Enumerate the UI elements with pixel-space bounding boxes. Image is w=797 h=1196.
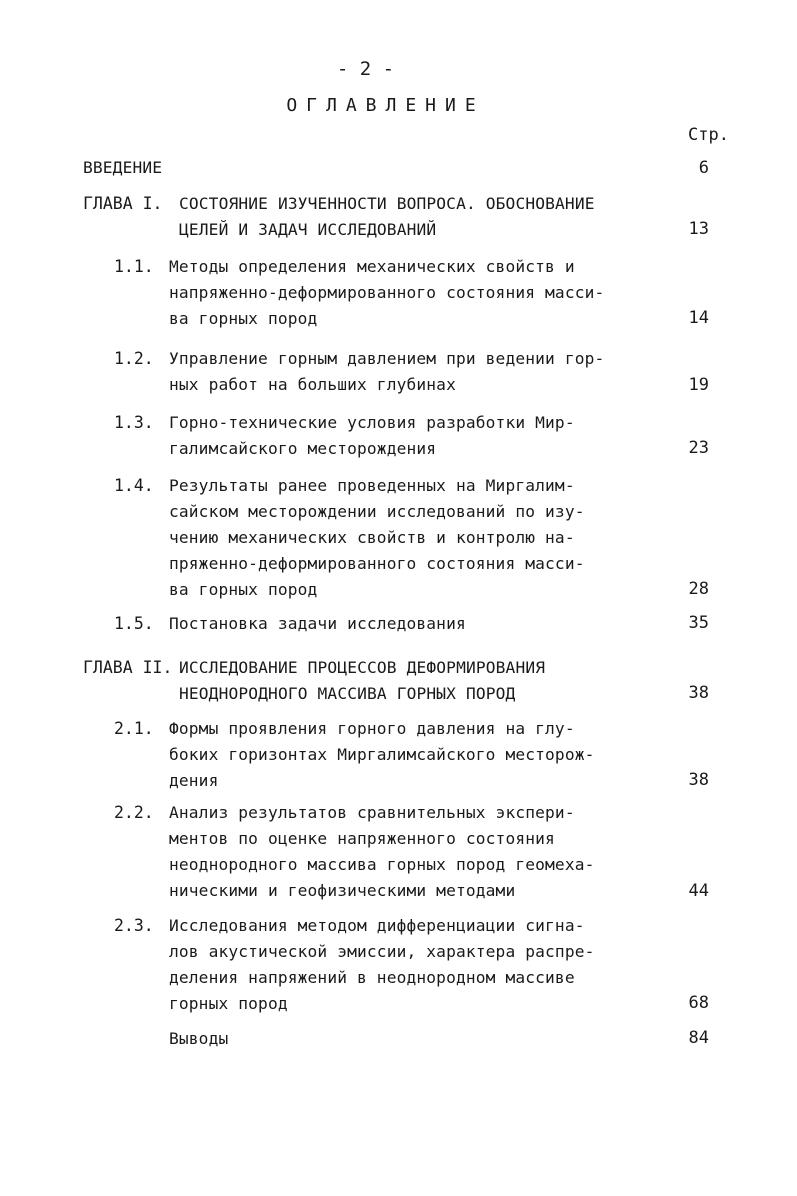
entry-page: 68 (688, 993, 709, 1013)
entry-text: НЕОДНОРОДНОГО МАССИВА ГОРНЫХ ПОРОД (179, 684, 516, 703)
entry-page: 6 (698, 158, 709, 178)
entry-text: ИССЛЕДОВАНИЕ ПРОЦЕССОВ ДЕФОРМИРОВАНИЯ (179, 658, 546, 677)
entry-page: 84 (688, 1028, 709, 1048)
entry-number: 2.1. (114, 719, 154, 738)
page-column-header: Стр. (688, 125, 729, 145)
entry-text: дения (169, 771, 219, 790)
entry-text: ва горных пород (169, 309, 318, 328)
entry-page: 13 (688, 219, 709, 239)
entry-text: галимсайского месторождения (169, 439, 437, 458)
entry-text: Анализ результатов сравнительных экспери- (169, 803, 575, 822)
entry-text: горных пород (169, 994, 288, 1013)
entry-text: СОСТОЯНИЕ ИЗУЧЕННОСТИ ВОПРОСА. ОБОСНОВАНИЕ (179, 194, 595, 213)
entry-text: неоднородного массива горных пород геомеха- (169, 855, 595, 874)
entry-text: Методы определения механических свойств и (169, 257, 575, 276)
entry-text: ническими и геофизическими методами (169, 881, 516, 900)
entry-page: 28 (688, 579, 709, 599)
entry-page: 38 (688, 770, 709, 790)
entry-page: 35 (688, 613, 709, 633)
entry-text: напряженно-деформированного состояния масси- (169, 283, 605, 302)
entry-text: ВВЕДЕНИЕ (83, 158, 163, 177)
entry-text: сайском месторождении исследований по изу- (169, 502, 585, 521)
entry-text: Формы проявления горного давления на глу- (169, 719, 575, 738)
entry-number: 2.3. (114, 916, 154, 935)
entry-page: 14 (688, 308, 709, 328)
entry-text: Исследования методом дифференциации сигна- (169, 916, 585, 935)
entry-text: ных работ на больших глубинах (169, 375, 456, 394)
entry-text: Управление горным давлением при ведении гор- (169, 349, 605, 368)
entry-number: 1.5. (114, 614, 154, 633)
entry-text: Результаты ранее проведенных на Миргалим- (169, 476, 575, 495)
entry-page: 44 (688, 881, 709, 901)
entry-number: 1.2. (114, 349, 154, 368)
entry-text: чению механических свойств и контролю на- (169, 528, 575, 547)
page-number: - 2 - (336, 58, 395, 80)
entry-number: ГЛАВА I. (83, 194, 163, 213)
entry-text: ва горных пород (169, 580, 318, 599)
entry-page: 38 (688, 683, 709, 703)
entry-number: 1.3. (114, 413, 154, 432)
entry-text: ментов по оценке напряженного состояния (169, 829, 555, 848)
entry-page: 23 (688, 438, 709, 458)
entry-number: 1.1. (114, 257, 154, 276)
entry-number: ГЛАВА II. (83, 658, 173, 677)
entry-text: Постановка задачи исследования (169, 614, 466, 633)
toc-title: ОГЛАВЛЕНИЕ (286, 95, 485, 116)
entry-text: пряженно-деформированного состояния масси- (169, 554, 585, 573)
entry-text: боких горизонтах Миргалимсайского месторож- (169, 745, 595, 764)
entry-text: ЦЕЛЕЙ И ЗАДАЧ ИССЛЕДОВАНИЙ (179, 220, 437, 239)
entry-text: Выводы (169, 1029, 229, 1048)
entry-text: лов акустической эмиссии, характера распре- (169, 942, 595, 961)
entry-text: деления напряжений в неоднородном массиве (169, 968, 575, 987)
entry-number: 1.4. (114, 476, 154, 495)
entry-text: Горно-технические условия разработки Мир- (169, 413, 575, 432)
entry-number: 2.2. (114, 803, 154, 822)
entry-page: 19 (688, 375, 709, 395)
